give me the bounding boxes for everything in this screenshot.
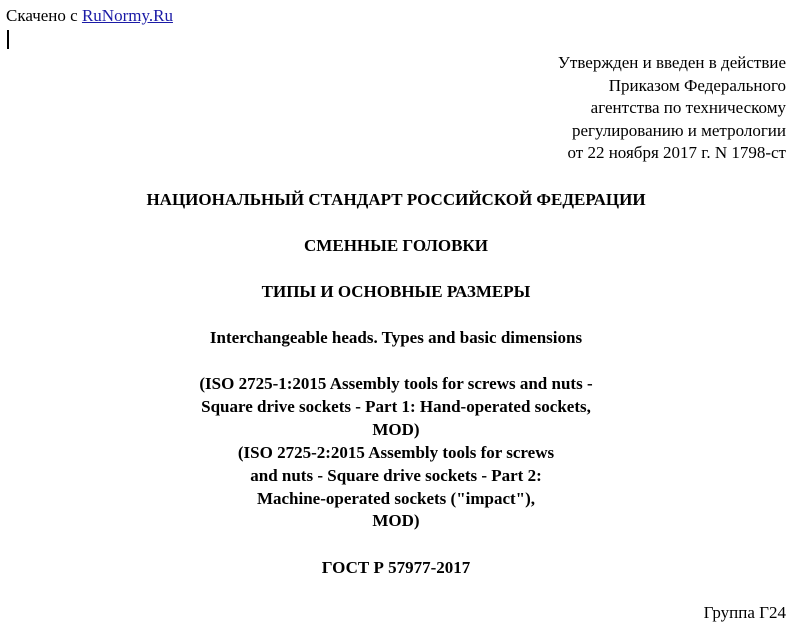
iso-reference-line: MOD) [372,511,420,531]
download-prefix: Скачено с [6,6,78,25]
standard-title-en: Interchangeable heads. Types and basic dimensions [209,328,583,347]
iso-reference-line: and nuts - Square drive sockets - Part 2: [250,465,542,485]
iso-reference-line: (ISO 2725-1:2015 Assembly tools for screws and nuts - [199,374,593,393]
iso-reference-line: Machine-operated sockets ("impact"), [256,488,536,508]
standard-title-ru: СМЕННЫЕ ГОЛОВКИ [304,236,488,255]
runormy-link[interactable]: RuNormy.Ru [81,6,173,25]
text-cursor [7,30,9,49]
download-source-line [6,6,173,26]
classification-group: Группа Г24 [703,603,786,622]
iso-references [0,373,792,533]
approval-line: регулированию и метрологии [571,120,786,140]
approval-line: агентства по техническому [590,98,786,118]
approval-line: Приказом Федерального [608,75,786,95]
iso-reference-line: Square drive sockets - Part 1: Hand-operated sockets, [201,396,591,416]
standard-subtitle-ru: ТИПЫ И ОСНОВНЫЕ РАЗМЕРЫ [261,282,531,301]
approval-line: Утвержден и введен в действие [557,53,786,72]
iso-reference-line: (ISO 2725-2:2015 Assembly tools for screws [237,442,555,462]
national-standard-heading: НАЦИОНАЛЬНЫЙ СТАНДАРТ РОССИЙСКОЙ ФЕДЕРАЦИИ [146,190,646,209]
approval-line: от 22 ноября 2017 г. N 1798-ст [567,143,786,163]
iso-reference-line: MOD) [372,419,420,439]
approval-block [386,52,786,165]
gost-designation: ГОСТ Р 57977-2017 [321,558,471,577]
